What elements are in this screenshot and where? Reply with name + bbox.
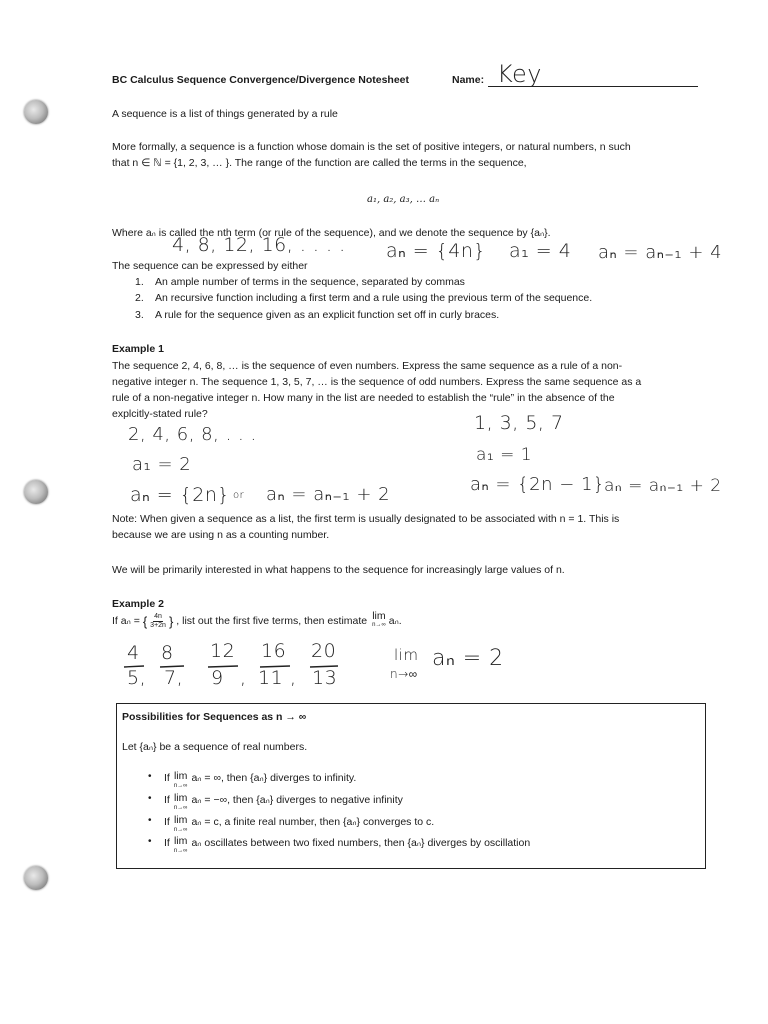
box-item-1-text: aₙ = ∞, then {aₙ} diverges to infinity. [191, 772, 357, 784]
hw-num-8: 8 [161, 642, 174, 664]
example-1-line-3: rule of a non-negative integer n. How many in the list are needed to establish the “rule” in the absence of the [112, 392, 615, 404]
punch-hole-bottom [24, 866, 48, 890]
hw-den-7: 7, [164, 667, 184, 689]
box-item-3-if: If [164, 816, 170, 828]
method-item-2: An recursive function including a first term and a rule using the previous term of the sequence. [155, 292, 593, 304]
box-item-3-lim: lim [173, 814, 188, 826]
punch-hole-middle [24, 480, 48, 504]
example-1-line-2: negative integer n. The sequence 1, 3, 5, 7, … is the sequence of odd numbers. Express the same sequence as a [112, 376, 642, 388]
hw-num-20: 20 [311, 640, 337, 662]
box-item-4-lim: lim [173, 835, 188, 847]
example-2-fraction [150, 613, 166, 630]
fraction-denominator: 3+2n [150, 621, 166, 629]
punch-hole-top [24, 100, 48, 124]
box-item-2-lim-sub: n→∞ [173, 805, 188, 811]
intro-para-line-1: More formally, a sequence is a function whose domain is the set of positive integers, or natural numbers, n such [112, 141, 631, 153]
hw-recursive-2-right: aₙ = aₙ₋₁ + 2 [604, 476, 722, 496]
box-item-2-text: aₙ = −∞, then {aₙ} diverges to negative infinity [191, 794, 403, 806]
hw-den-5: 5, [127, 667, 147, 689]
where-line: Where aₙ is called the nth term (or rule of the sequence), and we denote the sequence by {aₙ}. [112, 227, 551, 239]
example-2-prefix: If aₙ = [112, 614, 140, 627]
terms-formula: a₁, a₂, a₃, … aₙ [367, 194, 440, 205]
box-item-1-if: If [164, 772, 170, 784]
hw-den-comma-2: , [290, 667, 297, 689]
example-2-heading: Example 2 [112, 598, 164, 610]
box-item-3 [164, 815, 434, 835]
method-number-3: 3. [135, 309, 144, 321]
interest-line: We will be primarily interested in what happens to the sequence for increasingly large values of n. [112, 564, 565, 576]
box-item-1-lim: lim [173, 770, 188, 782]
hw-num-16: 16 [261, 640, 287, 662]
hw-rule-2n: aₙ = {2n} [130, 484, 231, 506]
hw-den-13: 13 [312, 667, 338, 689]
expressed-line: The sequence can be expressed by either [112, 260, 308, 272]
hw-odd-list: 1, 3, 5, 7 [474, 412, 564, 434]
box-item-1-lim-sub: n→∞ [173, 783, 188, 789]
box-item-2-lim: lim [173, 792, 188, 804]
hw-recursive-4: aₙ = aₙ₋₁ + 4 [598, 242, 723, 263]
box-title: Possibilities for Sequences as n → ∞ [122, 711, 307, 723]
box-item-2 [164, 793, 403, 813]
bullet-4: • [148, 836, 152, 847]
example-1-heading: Example 1 [112, 343, 164, 355]
page-title: BC Calculus Sequence Convergence/Divergence Notesheet [112, 74, 410, 86]
bullet-3: • [148, 815, 152, 826]
hw-den-9: 9 [211, 667, 224, 689]
example-2-lim: lim [372, 610, 386, 622]
box-item-4-lim-sub: n→∞ [173, 848, 188, 854]
hw-den-comma-1: , [240, 667, 247, 689]
name-value-handwritten: Key [497, 60, 543, 88]
box-item-1 [164, 771, 356, 791]
box-item-4 [164, 836, 530, 856]
hw-rule-2n-minus-1: aₙ = {2n − 1} [470, 474, 605, 495]
hw-a1-equals-1: a₁ = 1 [476, 445, 533, 465]
note-line-2: because we are using n as a counting number. [112, 529, 330, 541]
method-item-3: A rule for the sequence given as an explicit function set off in curly braces. [155, 309, 500, 321]
hw-even-list: 2, 4, 6, 8, . . . [128, 424, 257, 445]
bullet-2: • [148, 793, 152, 804]
method-number-2: 2. [135, 292, 144, 304]
hw-list-4-8-12-16: 4, 8, 12, 16, . . . . [172, 234, 346, 256]
example-2-lim-tail: aₙ. [388, 614, 402, 627]
method-number-1: 1. [135, 276, 144, 288]
hw-lim-sub: n→∞ [390, 667, 418, 681]
hw-rule-4n: aₙ = {4n} [386, 240, 487, 262]
example-2-lim-sub: n→∞ [372, 622, 386, 628]
box-item-2-if: If [164, 794, 170, 806]
hw-recursive-2-left: aₙ = aₙ₋₁ + 2 [266, 484, 391, 505]
hw-num-4: 4 [127, 642, 140, 664]
intro-line: A sequence is a list of things generated by a rule [112, 108, 338, 120]
name-label: Name: [452, 74, 485, 86]
hw-den-11: 11 [258, 667, 284, 689]
hw-or: or [233, 490, 245, 501]
box-let-line: Let {aₙ} be a sequence of real numbers. [122, 741, 308, 753]
intro-para-line-2: that n ∈ ℕ = {1, 2, 3, … }. The range of the function are called the terms in the sequence, [112, 157, 527, 169]
hw-a1-equals-2: a₁ = 2 [132, 454, 192, 475]
box-item-4-text: aₙ oscillates between two fixed numbers, then {aₙ} diverges by oscillation [191, 837, 531, 849]
hw-lim: lim [394, 646, 419, 664]
box-item-4-if: If [164, 837, 170, 849]
method-item-1: An ample number of terms in the sequence, separated by commas [155, 276, 465, 288]
hw-num-12: 12 [210, 640, 236, 662]
bullet-1: • [148, 771, 152, 782]
example-1-line-4: explcitly-stated rule? [112, 408, 208, 420]
box-item-3-text: aₙ = c, a finite real number, then {aₙ} converges to c. [191, 816, 435, 828]
example-1-line-1: The sequence 2, 4, 6, 8, … is the sequence of even numbers. Express the same sequence as a rule of a non- [112, 360, 623, 372]
fraction-numerator: 4n [154, 612, 162, 620]
note-line-1: Note: When given a sequence as a list, the first term is usually designated to be associated with n = 1. This is [112, 513, 620, 525]
hw-a1-equals-4: a₁ = 4 [509, 240, 572, 262]
hw-lim-result: aₙ = 2 [432, 646, 504, 671]
box-item-3-lim-sub: n→∞ [173, 827, 188, 833]
example-2-statement: If aₙ = { $\frac{4n}{3+2n}$ } , list out the first five terms, then estimate lim n→∞ aₙ. [112, 610, 402, 629]
example-2-suffix: , list out the first five terms, then estimate [176, 614, 368, 627]
